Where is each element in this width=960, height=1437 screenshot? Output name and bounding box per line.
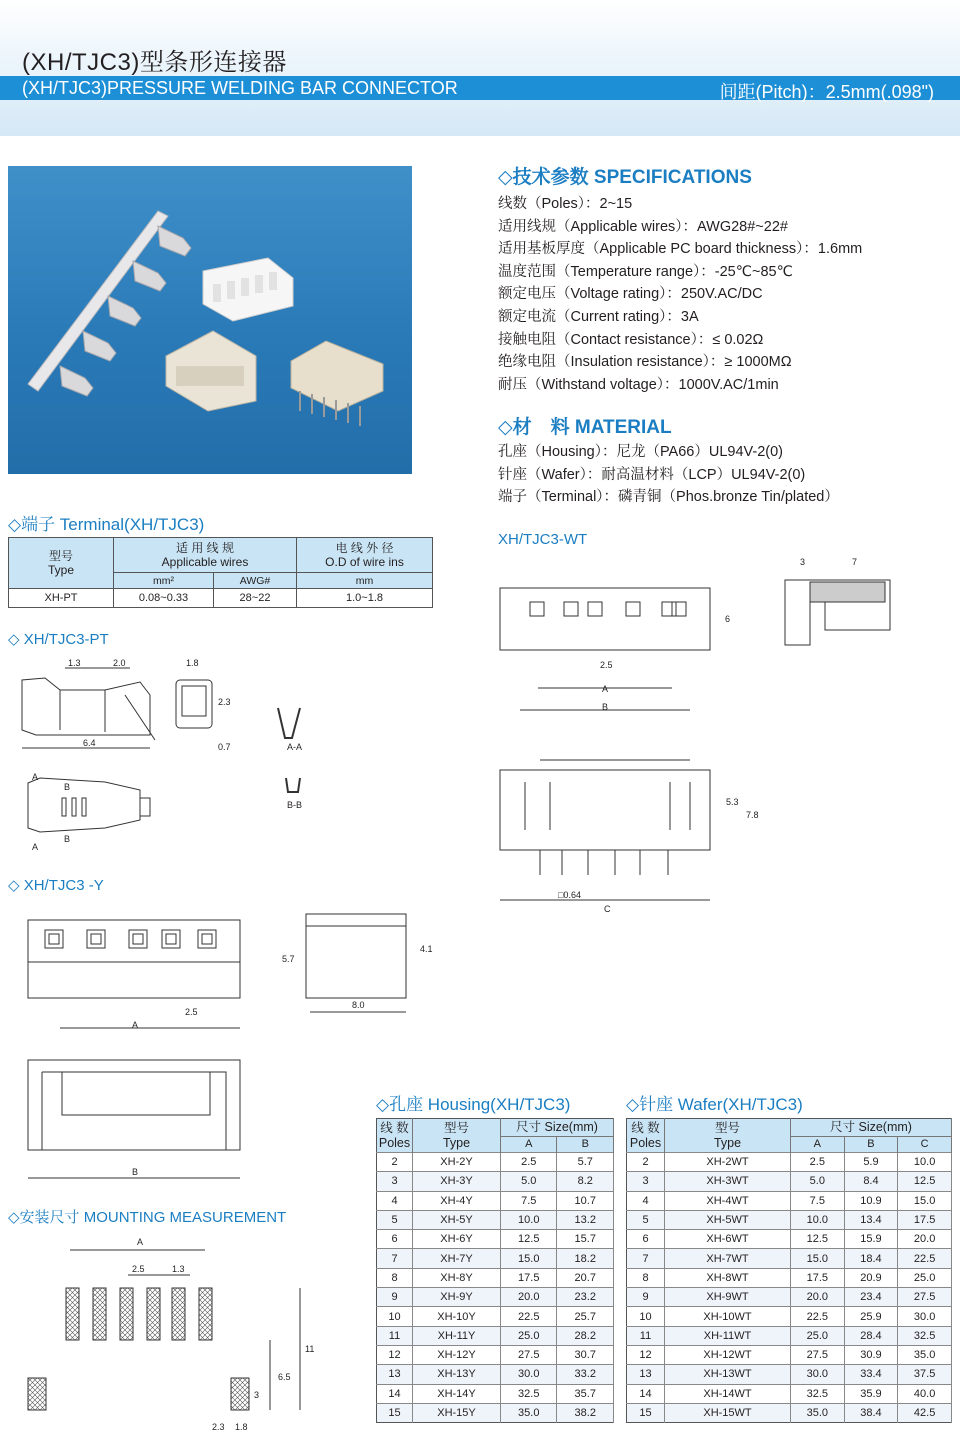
table-cell: 8 (377, 1268, 413, 1287)
dim-label: 1.8 (235, 1422, 248, 1432)
col-type-en: Type (442, 1135, 471, 1150)
table-cell: 7 (377, 1249, 413, 1268)
spec-item: 接触电阻（Contact resistance）：≤ 0.02Ω (498, 331, 764, 348)
table-row (627, 1403, 952, 1422)
table-cell: XH-14WT (665, 1384, 791, 1403)
table-cell: 20.0 (791, 1288, 845, 1307)
terminal-sub-mm: mm (297, 573, 433, 589)
spec-item: 温度范围（Temperature range）：-25℃~85℃ (498, 263, 793, 280)
table-cell: XH-2Y (413, 1153, 501, 1172)
dim-label: 8.0 (352, 1000, 365, 1010)
table-cell: 12 (377, 1345, 413, 1364)
dim-label: 6.4 (83, 738, 96, 748)
table-cell: 20.7 (557, 1268, 614, 1287)
table-cell: XH-3WT (665, 1172, 791, 1191)
cell: 28~22 (214, 589, 297, 608)
table-cell: 13 (627, 1365, 665, 1384)
table-cell: XH-4WT (665, 1191, 791, 1210)
table-cell: 28.2 (557, 1326, 614, 1345)
material-item: 针座（Wafer）：耐高温材料（LCP）UL94V-2(0) (498, 466, 806, 483)
table-row (377, 1345, 614, 1364)
cell: 0.08~0.33 (114, 589, 214, 608)
material-heading: ◇材 料 MATERIAL (498, 417, 672, 438)
table-cell: 4 (377, 1191, 413, 1210)
table-cell: 20.9 (844, 1268, 898, 1287)
table-cell: 32.5 (501, 1384, 557, 1403)
y-label: ◇ XH/TJC3 -Y (8, 877, 104, 894)
terminal-col-od (297, 538, 433, 573)
table-cell: 17.5 (501, 1268, 557, 1287)
table-cell: 20.0 (898, 1230, 952, 1249)
table-cell: 30.7 (557, 1345, 614, 1364)
col-wires-cn: 适 用 线 规 (175, 541, 234, 555)
col-poles (377, 1119, 413, 1153)
table-cell: XH-9Y (413, 1288, 501, 1307)
table-cell: 25.7 (557, 1307, 614, 1326)
table-cell: XH-13WT (665, 1365, 791, 1384)
col-od-en: O.D of wire ins (325, 555, 404, 569)
table-cell: XH-9WT (665, 1288, 791, 1307)
table-row (377, 1230, 614, 1249)
title-bar (0, 76, 960, 100)
table-cell: 35.7 (557, 1384, 614, 1403)
table-cell: 38.4 (844, 1403, 898, 1422)
table-cell: 23.2 (557, 1288, 614, 1307)
dim-label: 5.7 (282, 954, 295, 964)
dim-label: 1.8 (186, 658, 199, 668)
terminal-col-type (9, 538, 114, 589)
table-cell: XH-12Y (413, 1345, 501, 1364)
table-cell: 3 (627, 1172, 665, 1191)
table-cell: XH-7Y (413, 1249, 501, 1268)
table-cell: 13.4 (844, 1210, 898, 1229)
table-cell: 15.0 (791, 1249, 845, 1268)
table-cell: 10.0 (898, 1153, 952, 1172)
table-cell: XH-8WT (665, 1268, 791, 1287)
table-cell: 12.5 (501, 1230, 557, 1249)
mounting-drawing (0, 1230, 340, 1437)
dim-label: 1.3 (68, 658, 81, 668)
dim-label: A (32, 772, 39, 782)
table-cell: XH-5Y (413, 1210, 501, 1229)
page-title: (XH/TJC3)型条形连接器 (22, 49, 287, 76)
table-row (377, 1153, 614, 1172)
table-cell: 7 (627, 1249, 665, 1268)
table-cell: XH-2WT (665, 1153, 791, 1172)
dim-label: B (602, 702, 609, 712)
table-cell: 3 (377, 1172, 413, 1191)
table-cell: XH-15WT (665, 1403, 791, 1422)
table-cell: XH-4Y (413, 1191, 501, 1210)
spec-item: 适用线规（Applicable wires）：AWG28#~22# (498, 218, 788, 235)
table-cell: 14 (377, 1384, 413, 1403)
dim-label: 2.0 (113, 658, 126, 668)
table-row (627, 1268, 952, 1287)
table-cell: 5 (627, 1210, 665, 1229)
table-cell: 22.5 (791, 1307, 845, 1326)
table-row (627, 1172, 952, 1191)
terminal-heading: ◇端子 Terminal(XH/TJC3) (8, 515, 205, 534)
dim-label: A (602, 684, 609, 694)
table-cell: 10.7 (557, 1191, 614, 1210)
table-cell: XH-10WT (665, 1307, 791, 1326)
dim-label: 3 (800, 557, 806, 567)
spec-item: 耐压（Withstand voltage）：1000V.AC/1min (498, 376, 779, 393)
dim-label: 5.3 (726, 797, 739, 807)
table-cell: 22.5 (501, 1307, 557, 1326)
table-cell: 30.0 (791, 1365, 845, 1384)
table-cell: 15.9 (844, 1230, 898, 1249)
dim-label: B (132, 1167, 139, 1177)
table-cell: 28.4 (844, 1326, 898, 1345)
dim-label: □0.64 (558, 890, 581, 900)
table-row (627, 1345, 952, 1364)
material-item: 端子（Terminal）：磷青铜（Phos.bronze Tin/plated） (498, 489, 839, 506)
wt-label: XH/TJC3-WT (498, 531, 588, 548)
col-size: 尺寸 Size(mm) (791, 1119, 952, 1137)
terminal-table (8, 537, 433, 608)
table-cell: 35.0 (501, 1403, 557, 1422)
table-cell: XH-13Y (413, 1365, 501, 1384)
table-row (627, 1210, 952, 1229)
table-cell: 25.0 (501, 1326, 557, 1345)
table-cell: 25.9 (844, 1307, 898, 1326)
housing-table (376, 1118, 614, 1423)
col-a: A (791, 1137, 845, 1153)
col-size: 尺寸 Size(mm) (501, 1119, 614, 1137)
table-row (627, 1153, 952, 1172)
col-type-cn: 型号 (714, 1120, 740, 1135)
material-item: 孔座（Housing）：尼龙（PA66）UL94V-2(0) (498, 444, 783, 460)
table-cell: 30.0 (898, 1307, 952, 1326)
terminal-col-wires (114, 538, 297, 573)
table-cell: 6 (627, 1230, 665, 1249)
housing-table-body (377, 1153, 614, 1423)
pt-drawing (0, 650, 340, 870)
dim-label: 7.8 (746, 810, 759, 820)
table-cell: 13 (377, 1365, 413, 1384)
dim-label: 2.5 (132, 1264, 145, 1274)
col-type (413, 1119, 501, 1153)
table-cell: 4 (627, 1191, 665, 1210)
product-photo (8, 166, 412, 474)
table-cell: 14 (627, 1384, 665, 1403)
table-cell: 32.5 (898, 1326, 952, 1345)
table-row (627, 1288, 952, 1307)
table-cell: 35.0 (898, 1345, 952, 1364)
table-row (377, 1172, 614, 1191)
table-row (627, 1249, 952, 1268)
table-cell: 5.0 (791, 1172, 845, 1191)
dim-label: 2.5 (185, 1007, 198, 1017)
table-cell: 17.5 (791, 1268, 845, 1287)
dim-label: 1.3 (172, 1264, 185, 1274)
table-row (627, 1307, 952, 1326)
table-cell: 15.0 (898, 1191, 952, 1210)
table-cell: 25.0 (898, 1268, 952, 1287)
col-type (665, 1119, 791, 1153)
table-cell: 7.5 (791, 1191, 845, 1210)
col-poles-en: Poles (629, 1135, 662, 1150)
table-cell: XH-6Y (413, 1230, 501, 1249)
wafer-heading: ◇针座 Wafer(XH/TJC3) (626, 1095, 803, 1114)
table-cell: XH-14Y (413, 1384, 501, 1403)
col-poles-cn: 线 数 (380, 1120, 409, 1135)
table-cell: 15 (627, 1403, 665, 1422)
table-cell: 30.9 (844, 1345, 898, 1364)
col-poles-cn: 线 数 (631, 1120, 660, 1135)
table-cell: XH-10Y (413, 1307, 501, 1326)
table-row (377, 1191, 614, 1210)
table-row (377, 1268, 614, 1287)
page-subtitle: (XH/TJC3)PRESSURE WELDING BAR CONNECTOR (22, 78, 458, 98)
dim-label: 2.3 (212, 1422, 225, 1432)
table-cell: XH-11WT (665, 1326, 791, 1345)
dim-label: A (32, 842, 39, 852)
terminal-sub-mm2: mm² (114, 573, 214, 589)
table-cell: 35.0 (791, 1403, 845, 1422)
col-poles (627, 1119, 665, 1153)
table-cell: 17.5 (898, 1210, 952, 1229)
table-row (377, 1249, 614, 1268)
col-poles-en: Poles (378, 1135, 411, 1150)
dim-label: A-A (287, 742, 303, 752)
cell: 1.0~1.8 (297, 589, 433, 608)
mounting-label: ◇安装尺寸 MOUNTING MEASUREMENT (8, 1209, 287, 1226)
table-row (377, 1384, 614, 1403)
spec-item: 绝缘电阻（Insulation resistance）：≥ 1000MΩ (498, 354, 792, 371)
material-list (498, 441, 839, 509)
table-cell: 12.5 (791, 1230, 845, 1249)
table-cell: 33.4 (844, 1365, 898, 1384)
pt-label: ◇ XH/TJC3-PT (8, 631, 109, 648)
terminal-sub-awg: AWG# (214, 573, 297, 589)
table-row (627, 1326, 952, 1345)
table-cell: 7.5 (501, 1191, 557, 1210)
table-cell: 10.0 (501, 1210, 557, 1229)
col-type-cn: 型号 (48, 549, 73, 563)
table-cell: 30.0 (501, 1365, 557, 1384)
cell: XH-PT (9, 589, 114, 608)
table-cell: 5.7 (557, 1153, 614, 1172)
table-cell: 18.2 (557, 1249, 614, 1268)
table-cell: 10 (377, 1307, 413, 1326)
col-type-en: Type (47, 563, 74, 577)
table-cell: 5.0 (501, 1172, 557, 1191)
table-cell: 18.4 (844, 1249, 898, 1268)
table-cell: 10.0 (791, 1210, 845, 1229)
spec-item: 线数（Poles）：2~15 (498, 196, 633, 212)
pitch-label: 间距(Pitch)：2.5mm(.098") (719, 82, 934, 102)
table-row (377, 1326, 614, 1345)
table-row (627, 1365, 952, 1384)
col-b: B (557, 1137, 614, 1153)
table-cell: 11 (627, 1326, 665, 1345)
table-cell: 37.5 (898, 1365, 952, 1384)
table-cell: 27.5 (791, 1345, 845, 1364)
table-cell: 8 (627, 1268, 665, 1287)
col-c: C (898, 1137, 952, 1153)
spec-item: 适用基板厚度（Applicable PC board thickness）：1.6mm (498, 241, 863, 258)
dim-label: 2.5 (600, 660, 613, 670)
table-cell: 22.5 (898, 1249, 952, 1268)
table-cell: 13.2 (557, 1210, 614, 1229)
dim-label: 6 (725, 614, 731, 624)
col-od-cn: 电 线 外 径 (335, 541, 394, 555)
dim-label: 3 (254, 1390, 260, 1400)
dim-label: A (132, 1020, 139, 1030)
table-cell: XH-7WT (665, 1249, 791, 1268)
table-cell: 2.5 (791, 1153, 845, 1172)
table-cell: 23.4 (844, 1288, 898, 1307)
table-cell: 27.5 (501, 1345, 557, 1364)
dim-label: A (137, 1237, 144, 1247)
table-cell: XH-15Y (413, 1403, 501, 1422)
table-cell: 12.5 (898, 1172, 952, 1191)
page-header (0, 0, 960, 136)
table-cell: XH-5WT (665, 1210, 791, 1229)
dim-label: 0.7 (218, 742, 231, 752)
table-row (9, 589, 433, 608)
wt-drawing (490, 550, 960, 920)
spec-item: 额定电压（Voltage rating）：250V.AC/DC (498, 286, 763, 303)
dim-label: B-B (287, 800, 303, 810)
spec-item: 额定电流（Current rating）：3A (498, 308, 699, 325)
table-cell: 10 (627, 1307, 665, 1326)
table-cell: 33.2 (557, 1365, 614, 1384)
dim-label: B (64, 782, 71, 792)
col-a: A (501, 1137, 557, 1153)
table-cell: 10.9 (844, 1191, 898, 1210)
table-cell: 38.2 (557, 1403, 614, 1422)
specifications-heading: ◇技术参数 SPECIFICATIONS (498, 167, 752, 188)
table-row (377, 1307, 614, 1326)
specifications-list (498, 193, 862, 396)
table-cell: 9 (627, 1288, 665, 1307)
housing-heading: ◇孔座 Housing(XH/TJC3) (376, 1095, 571, 1114)
table-cell: 11 (377, 1326, 413, 1345)
col-type-cn: 型号 (443, 1120, 469, 1135)
table-cell: 32.5 (791, 1384, 845, 1403)
table-cell: 15.0 (501, 1249, 557, 1268)
dim-label: 6.5 (278, 1372, 291, 1382)
table-cell: 25.0 (791, 1326, 845, 1345)
table-cell: 8.4 (844, 1172, 898, 1191)
table-cell: XH-12WT (665, 1345, 791, 1364)
dim-label: C (604, 904, 611, 914)
table-cell: 12 (627, 1345, 665, 1364)
dim-label: 11 (305, 1344, 315, 1354)
wafer-table (626, 1118, 952, 1423)
table-cell: XH-8Y (413, 1268, 501, 1287)
table-cell: XH-11Y (413, 1326, 501, 1345)
table-row (377, 1210, 614, 1229)
table-cell: 40.0 (898, 1384, 952, 1403)
table-cell: 42.5 (898, 1403, 952, 1422)
table-cell: 15.7 (557, 1230, 614, 1249)
table-cell: 8.2 (557, 1172, 614, 1191)
col-b: B (844, 1137, 898, 1153)
table-cell: XH-6WT (665, 1230, 791, 1249)
table-cell: 2 (627, 1153, 665, 1172)
col-wires-en: Applicable wires (161, 555, 249, 569)
dim-label: 4.1 (420, 944, 433, 954)
table-cell: 5 (377, 1210, 413, 1229)
table-row (377, 1403, 614, 1422)
col-type-en: Type (713, 1135, 742, 1150)
y-drawing (0, 900, 440, 1190)
table-row (377, 1288, 614, 1307)
table-cell: 15 (377, 1403, 413, 1422)
dim-label: 2.3 (218, 697, 231, 707)
table-cell: 2.5 (501, 1153, 557, 1172)
table-cell: XH-3Y (413, 1172, 501, 1191)
dim-label: B (64, 834, 71, 844)
table-cell: 35.9 (844, 1384, 898, 1403)
table-row (377, 1365, 614, 1384)
wafer-table-body (627, 1153, 952, 1423)
table-cell: 9 (377, 1288, 413, 1307)
table-row (627, 1191, 952, 1210)
table-cell: 27.5 (898, 1288, 952, 1307)
table-cell: 6 (377, 1230, 413, 1249)
table-row (627, 1230, 952, 1249)
dim-label: 7 (852, 557, 858, 567)
table-cell: 5.9 (844, 1153, 898, 1172)
table-cell: 2 (377, 1153, 413, 1172)
product-photo-illustration (8, 166, 412, 474)
table-row (627, 1384, 952, 1403)
table-cell: 20.0 (501, 1288, 557, 1307)
